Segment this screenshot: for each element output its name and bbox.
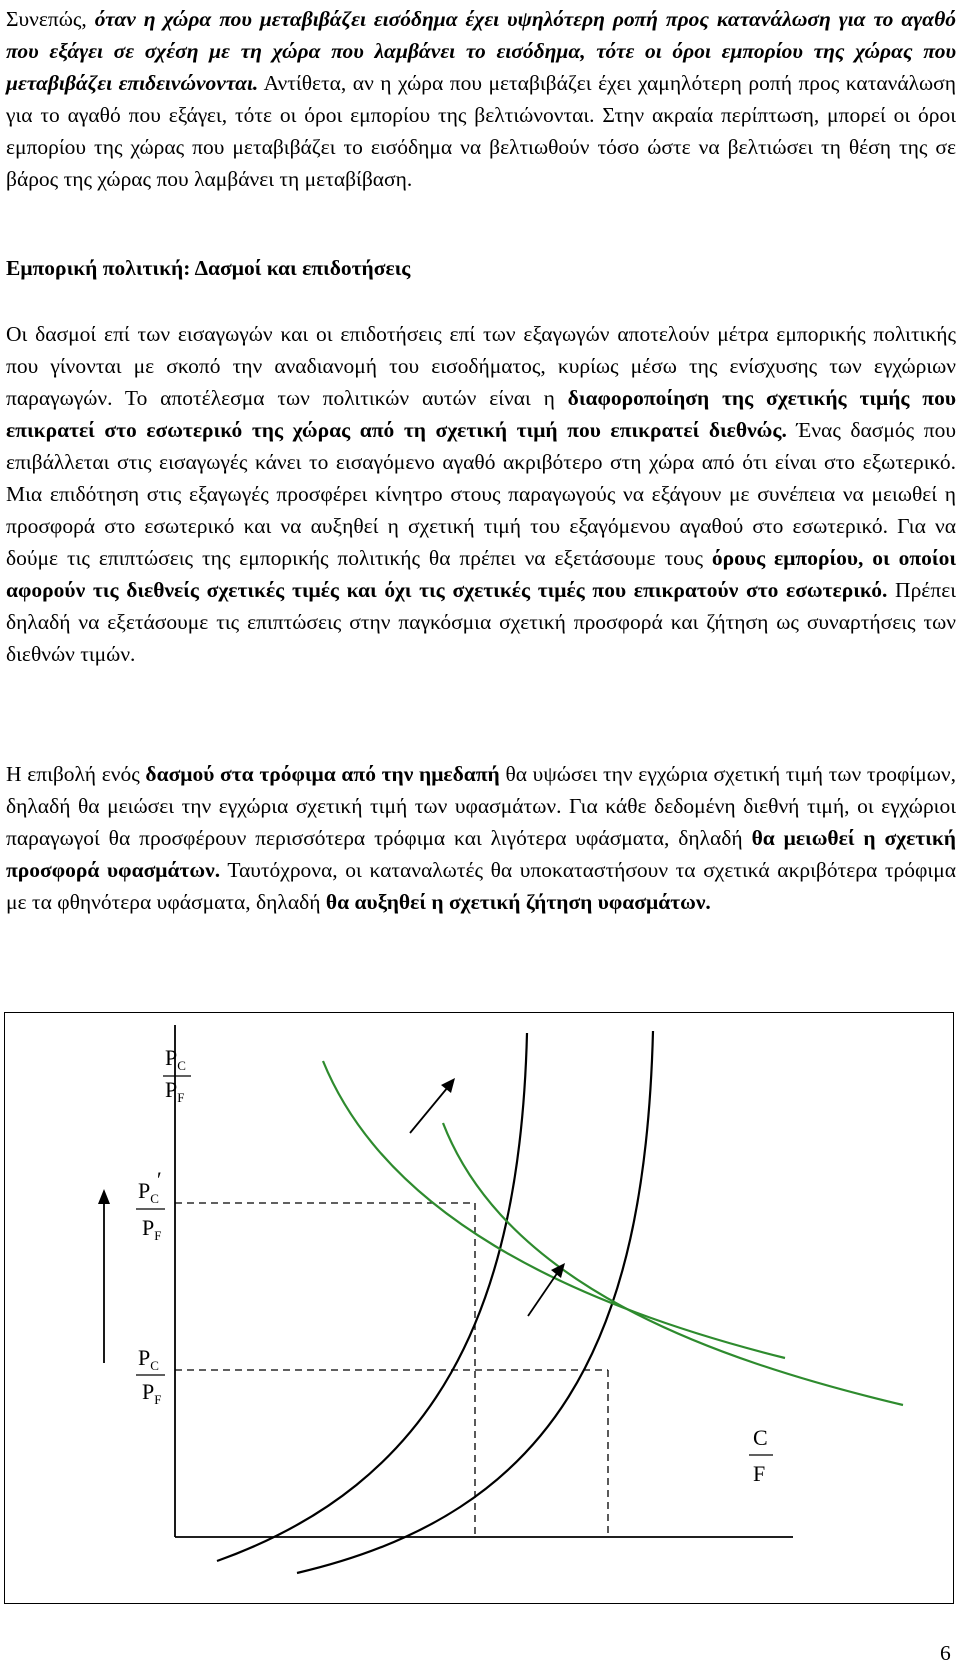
text-run-bold: θα μειωθεί η σχετική προσφορά υφασμάτων. (6, 826, 956, 882)
paragraph-transfer-conclusion (6, 3, 956, 195)
old-price-label-denominator: $P_F$ (142, 1379, 162, 1407)
text-run: Συνεπώς, (6, 7, 95, 31)
relative-demand-curve-new (443, 1123, 903, 1405)
demand-shift-arrow (528, 1272, 558, 1316)
text-run-bold: διαφοροποίηση της σχετικής τιμής που επικρατεί στο εσωτερικό της χώρας από τη σχετική τιμή που επικρατεί διεθνώς. (6, 386, 956, 442)
new-price-label-denominator: $P_F$ (142, 1215, 162, 1243)
arrowhead (98, 1189, 110, 1204)
text-run: Ταυτόχρονα, οι καταναλωτές θα υποκαταστήσουν τα σχετικά ακριβότερα τρόφιμα με τα φθηνότερα υφάσματα, δηλαδή (6, 858, 956, 914)
new-price-label-numerator: $P_C'$ (138, 1167, 162, 1206)
supply-demand-diagram (4, 1012, 954, 1604)
x-axis-label-denominator: F (753, 1461, 766, 1486)
supply-shift-arrow (410, 1087, 448, 1133)
diagram-svg (5, 1013, 955, 1605)
text-run: Πρέπει δηλαδή να εξετάσουμε τις επιπτώσεις στην παγκόσμια σχετική προσφορά και ζήτηση ως συναρτήσεις των διεθνών τιμών. (6, 578, 957, 666)
text-run: Η επιβολή ενός (6, 762, 146, 786)
text-run: Ένας δασμός που επιβάλλεται στις εισαγωγές κάνει το εισαγόμενο αγαθό ακριβότερο στη χώρα από ότι είναι στο εξωτερικό. Μια επιδότηση στις εξαγωγές προσφέρει κίνητρο στους παραγωγούς να εξάγουν με συνέπεια να μειωθεί η προσφορά στο εσωτερικό και να αυξηθεί η σχετική τιμή του εξαγόμενου αγαθού στο εσωτερικό. Για να δούμε τις επιπτώσεις της εμπορικής πολιτικής θα πρέπει να εξετάσουμε τους (6, 418, 956, 570)
text-run-bold: δασμού στα τρόφιμα από την ημεδαπή (145, 762, 500, 786)
relative-supply-curve-new (217, 1033, 527, 1561)
y-axis-label-numerator: $P_C$ (165, 1045, 186, 1073)
text-run-bold: όρους εμπορίου, οι οποίοι αφορούν τις διεθνείς σχετικές τιμές και όχι τις σχετικές τιμές που επικρατούν στο εσωτερικό. (6, 546, 956, 602)
text-run: Αντίθετα, αν η χώρα που μεταβιβάζει έχει χαμηλότερη ροπή προς κατανάλωση για το αγαθό που εξάγει, τότε οι όροι εμπορίου της βελτιώνονται. Στην ακραία περίπτωση, μπορεί οι όροι εμπορίου της χώρας που μεταβιβάζει το εισόδημα να βελτιωθούν τόσο ώστε να βελτιώσει τη θέση της σε βάρος της χώρας που λαμβάνει τη μεταβίβαση. (6, 71, 956, 191)
x-axis-label-numerator: C (753, 1425, 768, 1450)
section-heading: Εμπορική πολιτική: Δασμοί και επιδοτήσεις (6, 256, 411, 280)
y-axis-label-denominator: $P_F$ (165, 1077, 185, 1105)
relative-demand-curve-original (323, 1061, 785, 1358)
text-run-bold: θα αυξηθεί η σχετική ζήτηση υφασμάτων. (325, 890, 711, 914)
old-price-label-numerator: $P_C$ (138, 1345, 159, 1373)
arrowhead (441, 1078, 455, 1093)
text-run: Οι δασμοί επί των εισαγωγών και οι επιδοτήσεις επί των εξαγωγών αποτελούν μέτρα εμπορικής πολιτικής που γίνονται με σκοπό την αναδιανομή του εισοδήματος, κυρίως μέσω της ενίσχυσης των εγχώριων παραγωγών. Το αποτέλεσμα των πολιτικών αυτών είναι η (6, 322, 956, 410)
paragraph-tariff-effect (6, 758, 956, 918)
paragraph-trade-policy (6, 318, 956, 670)
page-number: 6 (940, 1641, 951, 1665)
text-run: θα υψώσει την εγχώρια σχετική τιμή των τροφίμων, δηλαδή θα μειώσει την εγχώρια σχετική τιμή των υφασμάτων. Για κάθε δεδομένη διεθνή τιμή, οι εγχώριοι παραγωγοί θα προσφέρουν περισσότερα τρόφιμα και λιγότερα υφάσματα, δηλαδή (6, 762, 956, 850)
text-run-bold-italic: όταν η χώρα που μεταβιβάζει εισόδημα έχει υψηλότερη ροπή προς κατανάλωση για το αγαθό που εξάγει σε σχέση με τη χώρα που λαμβάνει το εισόδημα, τότε οι όροι εμπορίου της χώρας που μεταβιβάζει επιδεινώνονται. (6, 7, 956, 95)
